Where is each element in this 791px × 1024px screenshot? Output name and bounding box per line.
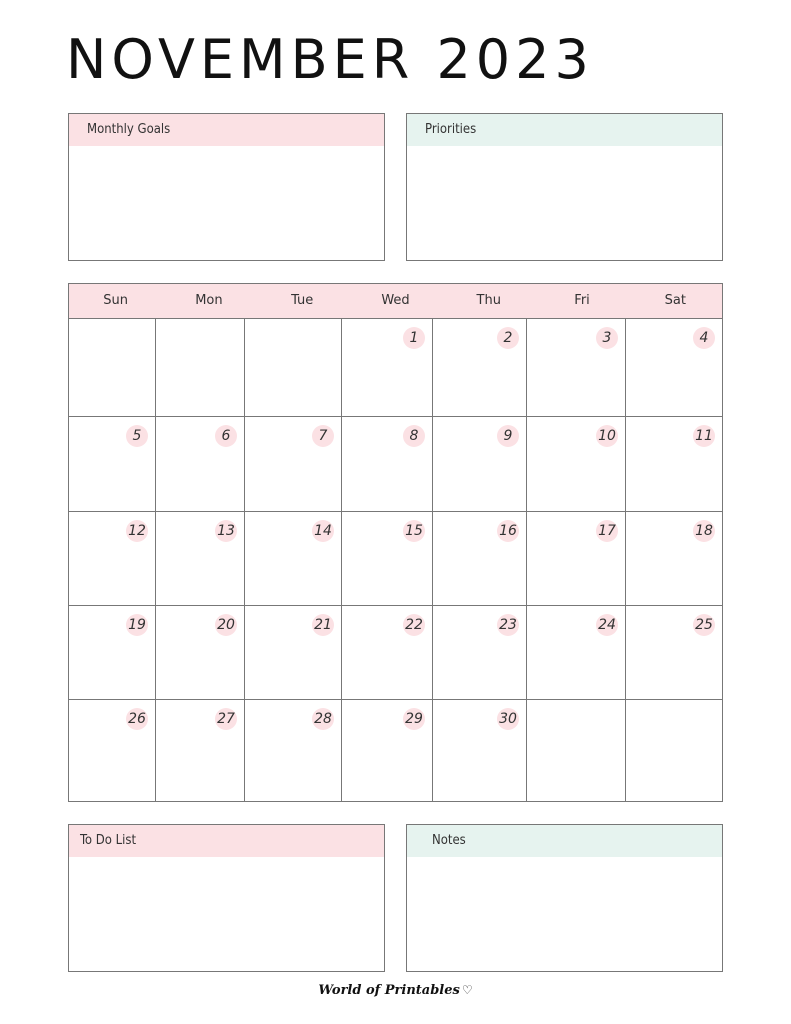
day-cell[interactable] bbox=[433, 606, 527, 700]
priorities-header: Priorities bbox=[407, 114, 722, 146]
day-cell[interactable] bbox=[342, 417, 433, 512]
day-cell[interactable] bbox=[69, 512, 156, 606]
day-number: 14 bbox=[312, 520, 334, 542]
calendar-grid bbox=[68, 283, 723, 802]
day-number: 25 bbox=[693, 614, 715, 636]
notes-box[interactable] bbox=[406, 824, 723, 972]
day-number: 30 bbox=[497, 708, 519, 730]
day-cell[interactable] bbox=[433, 700, 527, 801]
day-number: 9 bbox=[497, 425, 519, 447]
day-number: 10 bbox=[596, 425, 618, 447]
todo-list-box[interactable] bbox=[68, 824, 385, 972]
day-cell[interactable] bbox=[69, 606, 156, 700]
day-number: 7 bbox=[312, 425, 334, 447]
day-number: 20 bbox=[215, 614, 237, 636]
weekday-fri: Fri bbox=[574, 293, 590, 308]
day-cell[interactable] bbox=[433, 512, 527, 606]
monthly-goals-header: Monthly Goals bbox=[69, 114, 384, 146]
day-cell[interactable] bbox=[342, 512, 433, 606]
weekday-thu: Thu bbox=[476, 293, 501, 308]
day-cell[interactable] bbox=[527, 512, 626, 606]
day-cell[interactable] bbox=[433, 319, 527, 417]
day-cell[interactable] bbox=[527, 606, 626, 700]
day-cell[interactable] bbox=[527, 700, 626, 801]
day-number: 26 bbox=[126, 708, 148, 730]
day-number: 17 bbox=[596, 520, 618, 542]
day-number: 19 bbox=[126, 614, 148, 636]
day-number: 23 bbox=[497, 614, 519, 636]
day-cell[interactable] bbox=[156, 417, 245, 512]
day-cell[interactable] bbox=[245, 319, 342, 417]
day-cell[interactable] bbox=[156, 606, 245, 700]
day-number: 16 bbox=[497, 520, 519, 542]
day-cell[interactable] bbox=[69, 319, 156, 417]
weekday-header-row bbox=[69, 284, 722, 319]
day-cell[interactable] bbox=[342, 319, 433, 417]
calendar-days bbox=[69, 319, 722, 801]
day-number: 8 bbox=[403, 425, 425, 447]
notes-header: Notes bbox=[407, 825, 722, 857]
day-cell[interactable] bbox=[626, 417, 722, 512]
page-title: NOVEMBER 2023 bbox=[66, 28, 594, 91]
day-number: 13 bbox=[215, 520, 237, 542]
weekday-tue: Tue bbox=[291, 293, 314, 308]
day-number: 3 bbox=[596, 327, 618, 349]
day-number: 5 bbox=[126, 425, 148, 447]
day-cell[interactable] bbox=[433, 417, 527, 512]
day-number: 29 bbox=[403, 708, 425, 730]
day-cell[interactable] bbox=[245, 700, 342, 801]
day-cell[interactable] bbox=[69, 417, 156, 512]
day-number: 24 bbox=[596, 614, 618, 636]
day-number: 4 bbox=[693, 327, 715, 349]
weekday-sun: Sun bbox=[103, 293, 128, 308]
day-cell[interactable] bbox=[156, 319, 245, 417]
day-number: 11 bbox=[693, 425, 715, 447]
day-cell[interactable] bbox=[342, 700, 433, 801]
weekday-mon: Mon bbox=[195, 293, 223, 308]
day-cell[interactable] bbox=[69, 700, 156, 801]
day-cell[interactable] bbox=[245, 417, 342, 512]
day-number: 2 bbox=[497, 327, 519, 349]
day-cell[interactable] bbox=[342, 606, 433, 700]
heart-icon: ♡ bbox=[461, 983, 473, 997]
weekday-wed: Wed bbox=[381, 293, 410, 308]
day-cell[interactable] bbox=[527, 417, 626, 512]
priorities-box[interactable] bbox=[406, 113, 723, 261]
day-cell[interactable] bbox=[245, 512, 342, 606]
day-number: 1 bbox=[403, 327, 425, 349]
day-cell[interactable] bbox=[156, 512, 245, 606]
day-number: 27 bbox=[215, 708, 237, 730]
day-number: 18 bbox=[693, 520, 715, 542]
todo-list-header: To Do List bbox=[69, 825, 384, 857]
day-cell[interactable] bbox=[626, 700, 722, 801]
day-number: 21 bbox=[312, 614, 334, 636]
footer-text: World of Printables bbox=[318, 983, 460, 998]
day-cell[interactable] bbox=[527, 319, 626, 417]
day-number: 12 bbox=[126, 520, 148, 542]
day-cell[interactable] bbox=[626, 606, 722, 700]
day-cell[interactable] bbox=[626, 319, 722, 417]
monthly-goals-box[interactable] bbox=[68, 113, 385, 261]
day-number: 28 bbox=[312, 708, 334, 730]
day-cell[interactable] bbox=[245, 606, 342, 700]
day-cell[interactable] bbox=[156, 700, 245, 801]
day-number: 6 bbox=[215, 425, 237, 447]
day-number: 15 bbox=[403, 520, 425, 542]
footer-brand bbox=[0, 983, 791, 998]
day-number: 22 bbox=[403, 614, 425, 636]
weekday-sat: Sat bbox=[664, 293, 686, 308]
day-cell[interactable] bbox=[626, 512, 722, 606]
